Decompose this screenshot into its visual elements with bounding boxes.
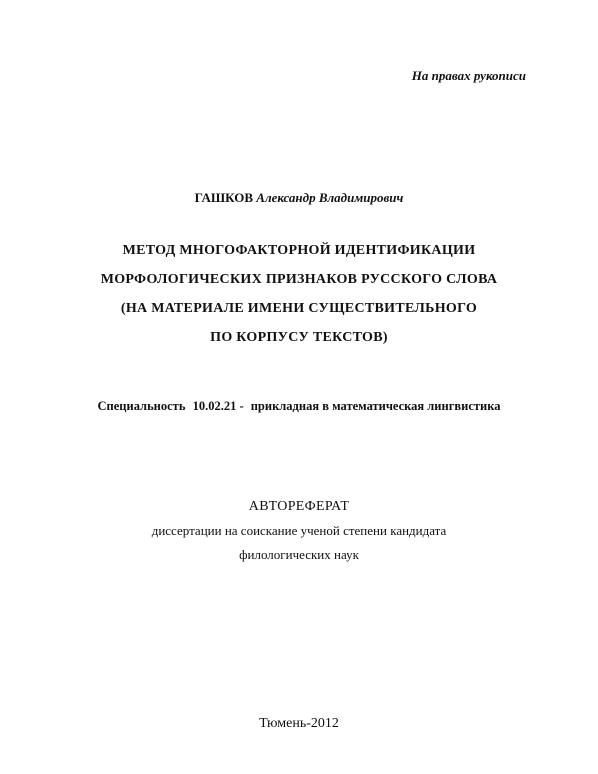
title-line-2: МОРФОЛОГИЧЕСКИХ ПРИЗНАКОВ РУССКОГО СЛОВА xyxy=(100,272,498,287)
specialty-label: Специальность xyxy=(97,399,186,413)
abstract-line-2: филологических наук xyxy=(239,547,359,562)
author-name xyxy=(0,190,598,206)
specialty-name: прикладная в математическая лингвистика xyxy=(250,399,501,413)
dissertation-title xyxy=(0,236,598,352)
abstract-heading: АВТОРЕФЕРАТ xyxy=(248,499,350,514)
title-line-4: ПО КОРПУСУ ТЕКСТОВ) xyxy=(210,330,388,345)
title-line-1: МЕТОД МНОГОФАКТОРНОЙ ИДЕНТИФИКАЦИИ xyxy=(122,243,476,258)
manuscript-note: На правах рукописи xyxy=(411,68,526,83)
specialty-line xyxy=(0,399,598,414)
author-surname: ГАШКОВ xyxy=(194,190,254,205)
abstract-block xyxy=(0,495,598,567)
specialty-code: 10.02.21 - xyxy=(192,399,244,413)
author-given-names: Александр Владимирович xyxy=(256,190,404,205)
city-year: Тюмень-2012 xyxy=(259,716,339,731)
title-line-3: (НА МАТЕРИАЛЕ ИМЕНИ СУЩЕСТВИТЕЛЬНОГО xyxy=(120,301,478,316)
abstract-line-1: диссертации на соискание ученой степени кандидата xyxy=(151,523,447,538)
